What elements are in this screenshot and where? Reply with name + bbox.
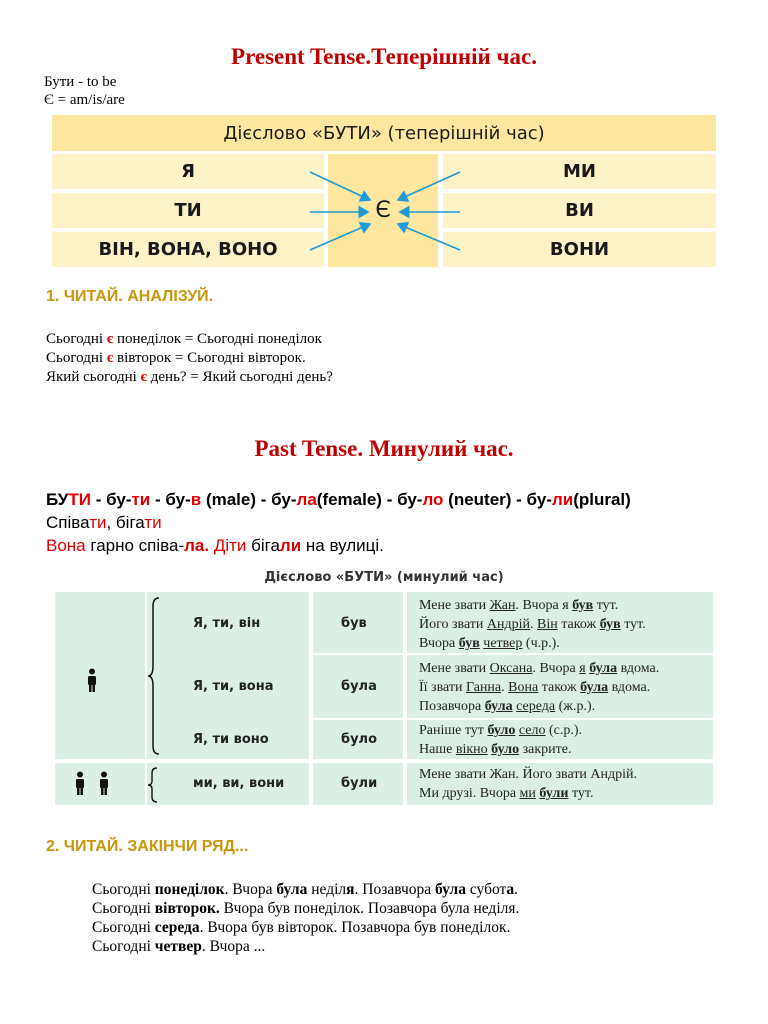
section1-list	[46, 330, 333, 387]
example-cell-fem	[407, 655, 713, 718]
past-example-line-1: Співати, бігати	[46, 513, 162, 532]
pronoun-plural: ми, ви, вони	[193, 776, 285, 791]
pronoun-fem: Я, ти, вона	[193, 679, 274, 694]
section1-line: Сьогодні є вівторок = Сьогодні вівторок.	[46, 350, 306, 366]
verb-cell-fem	[313, 655, 403, 718]
plural-pronoun-cell	[147, 763, 309, 805]
section2-line: Сьогодні вівторок. Вчора був понеділок. Позавчора була неділя.	[92, 900, 520, 917]
table1-left-1: Я	[52, 154, 324, 189]
example-line: Вчора був четвер (ч.р.).	[419, 636, 560, 651]
example-line: Раніше тут було село (с.р.).	[419, 723, 583, 738]
table1-left-3: ВІН, ВОНА, ВОНО	[52, 232, 324, 267]
verb-cell-neut	[313, 720, 403, 759]
example-line: Ми друзі. Вчора ми були тут.	[419, 786, 594, 801]
brace-icon	[147, 596, 161, 756]
singular-pronoun-cell	[147, 592, 309, 759]
example-line: Мене звати Жан. Вчора я був тут.	[419, 598, 619, 613]
table1-left-2: ТИ	[52, 193, 324, 228]
section2-line: Сьогодні понеділок. Вчора була неділя. Позавчора була субота.	[92, 881, 518, 898]
section1-heading: 1. ЧИТАЙ. АНАЛІЗУЙ.	[46, 288, 214, 305]
person-icon	[85, 668, 99, 692]
past-example-line-2: Вона гарно співа-ла. Діти бiгали на вулиці.	[46, 536, 384, 555]
person-icon	[73, 771, 87, 795]
example-line: Позавчора була середа (ж.р.).	[419, 699, 596, 714]
verb-cell-plural	[313, 763, 403, 805]
verb-plural: були	[341, 776, 378, 791]
past-tense-title: Past Tense. Минулий час.	[254, 436, 514, 461]
table1-right-1: МИ	[443, 154, 716, 189]
example-line: Його звати Андрій. Він також був тут.	[419, 617, 646, 632]
section2-list	[92, 880, 519, 956]
past-forms-line: БУТИ - бу-ти - бу-в (male) - бу-ла(female) - бу-ло (neuter) - бу-ли(plural)	[46, 490, 631, 509]
example-line: Наше вікно було закрите.	[419, 742, 572, 757]
plural-icon-cell	[55, 763, 145, 805]
brace-icon	[147, 767, 159, 803]
pronoun-neut: Я, ти воно	[193, 732, 269, 747]
example-cell-masc	[407, 592, 713, 653]
intro-line-1: Бути - to be	[44, 74, 117, 90]
present-tense-title: Present Tense.Теперішній час.	[231, 44, 537, 69]
person-icon	[97, 771, 111, 795]
section2-heading: 2. ЧИТАЙ. ЗАКІНЧИ РЯД...	[46, 838, 249, 855]
section1-line: Сьогодні є понеділок = Сьогодні понеділок	[46, 331, 322, 347]
verb-cell-masc	[313, 592, 403, 653]
section2-line: Сьогодні середа. Вчора був вівторок. Позавчора був понеділок.	[92, 919, 511, 936]
section2-line: Сьогодні четвер. Вчора ...	[92, 938, 266, 955]
table1-center-letter: Є	[375, 198, 391, 223]
verb-masc: був	[341, 616, 367, 631]
table2-caption: Дієслово «БУТИ» (минулий час)	[264, 570, 504, 585]
verb-neut: було	[341, 732, 378, 747]
arrows-icon	[300, 160, 470, 270]
example-cell-neut	[407, 720, 713, 759]
example-line: Мене звати Оксана. Вчора я була вдома.	[419, 661, 660, 676]
table1-right-3: ВОНИ	[443, 232, 716, 267]
singular-icon-cell	[55, 592, 145, 759]
example-line: Мене звати Жан. Його звати Андрій.	[419, 767, 638, 782]
example-line: Її звати Ганна. Вона також була вдома.	[419, 680, 651, 695]
table1-header: Дієслово «БУТИ» (теперішній час)	[52, 115, 716, 151]
example-cell-plural	[407, 763, 713, 805]
intro-line-2: Є = am/is/are	[44, 92, 125, 108]
pronoun-masc: Я, ти, він	[193, 616, 261, 631]
table1-right-2: ВИ	[443, 193, 716, 228]
verb-fem: була	[341, 679, 377, 694]
section1-line: Який сьогодні є день? = Який сьогодні день?	[46, 369, 333, 385]
